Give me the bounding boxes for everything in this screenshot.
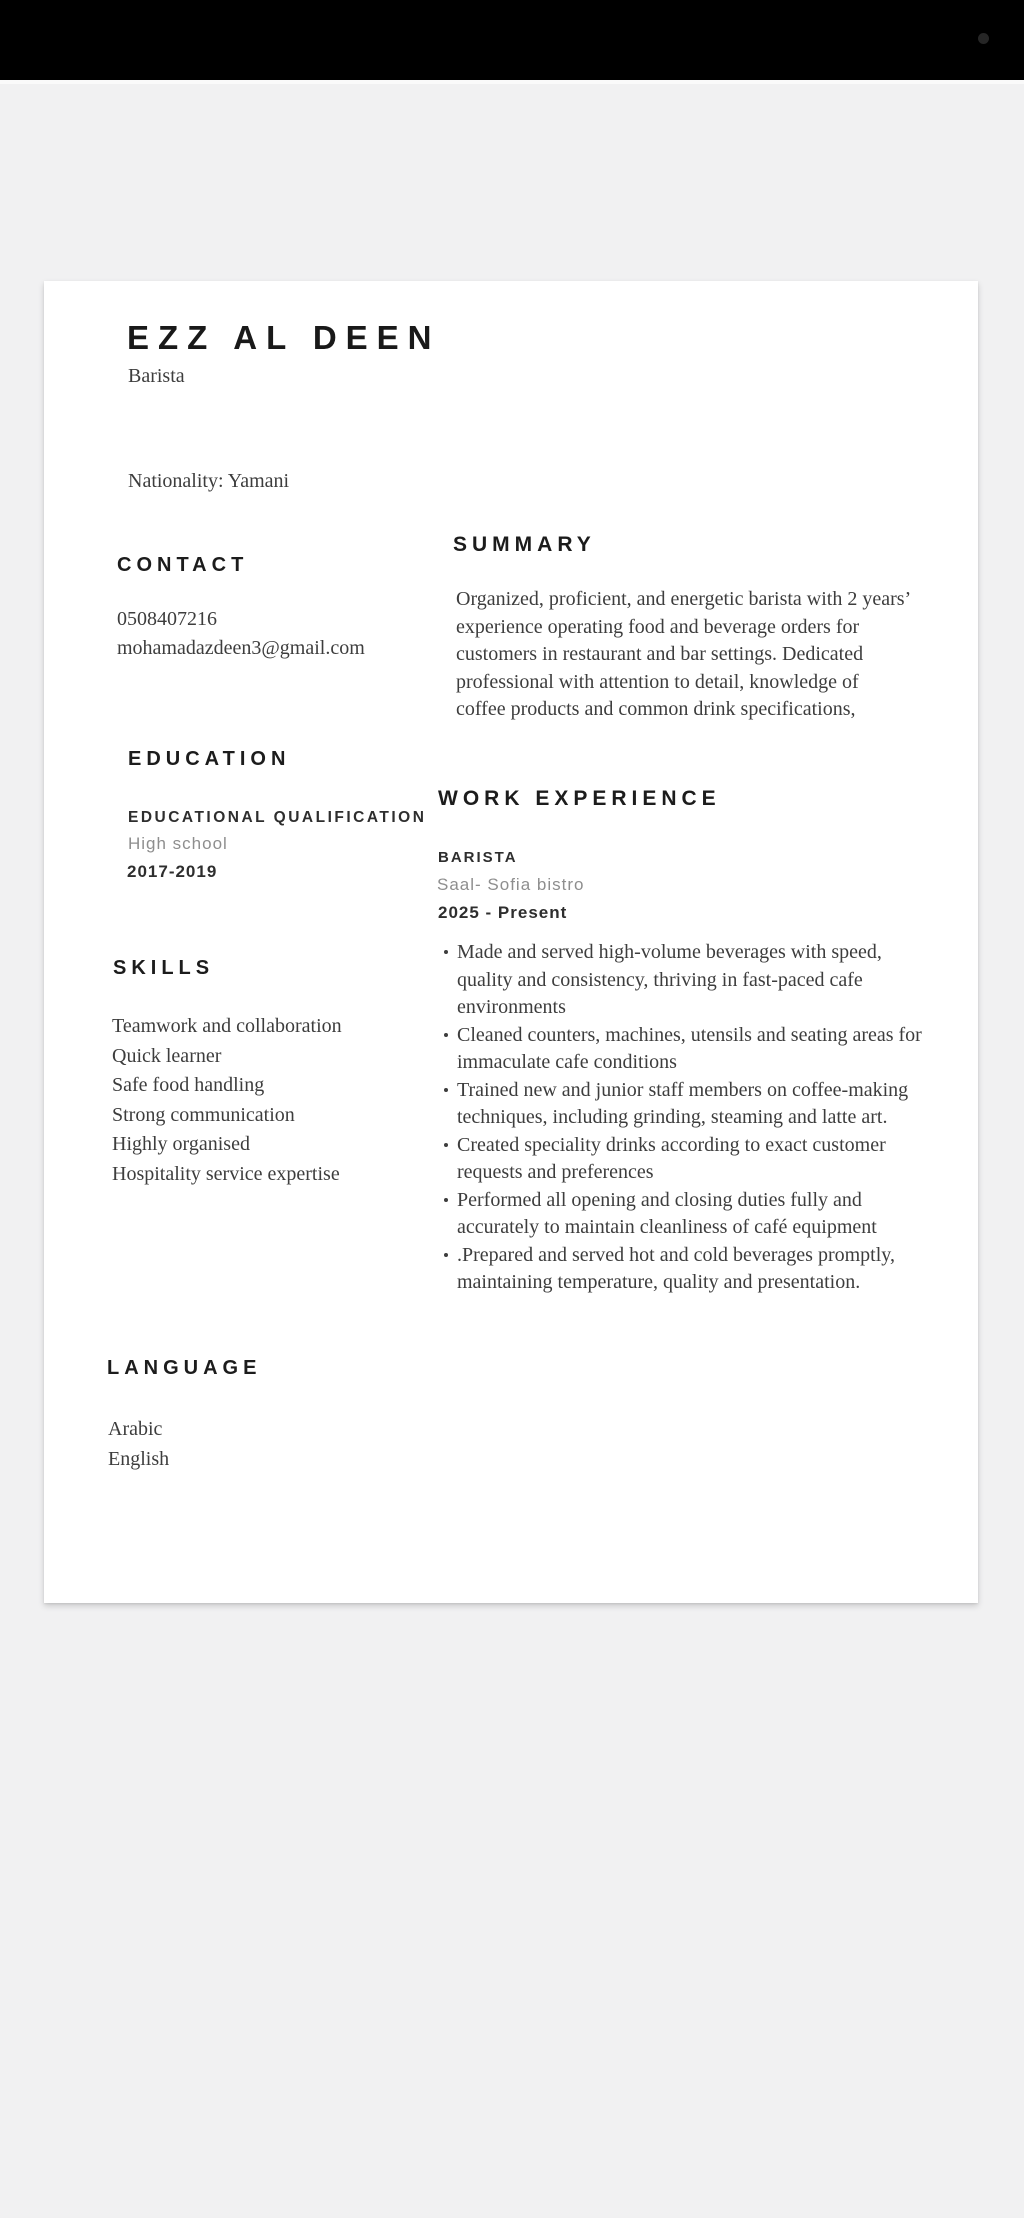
experience-job-title: BARISTA [438, 849, 518, 866]
education-school: High school [128, 834, 228, 853]
bullet-point-icon [444, 1187, 457, 1214]
skill-item: Safe food handling [112, 1074, 265, 1096]
bullet-point-icon [444, 1022, 457, 1049]
contact-phone: 0508407216 [117, 608, 217, 630]
language-item: Arabic [108, 1418, 163, 1440]
experience-bullet-text: .Prepared and served hot and cold beverages promptly, maintaining temperature, quality and presentation. [457, 1243, 895, 1293]
language-item: English [108, 1448, 170, 1470]
experience-bullet-text: Created speciality drinks according to exact customer requests and preferences [457, 1133, 886, 1183]
contact-section-heading: CONTACT [117, 554, 249, 576]
experience-bullet [444, 1187, 922, 1242]
phone-status-bar [0, 0, 1024, 80]
experience-bullet-text: Performed all opening and closing duties fully and accurately to maintain cleanliness of café equipment [457, 1188, 877, 1238]
bullet-point-icon [444, 1242, 457, 1269]
language-list [108, 1414, 169, 1474]
resume-page [44, 281, 978, 1603]
skills-list [112, 1012, 342, 1189]
experience-bullet [444, 1242, 922, 1297]
resume-nationality: Nationality: Yamani [128, 470, 290, 492]
bullet-point-icon [444, 1077, 457, 1104]
skill-item: Highly organised [112, 1133, 250, 1155]
education-years: 2017-2019 [127, 862, 218, 881]
experience-bullet-list [444, 939, 922, 1297]
experience-bullet [444, 1132, 922, 1187]
experience-bullet-text: Trained new and junior staff members on coffee-making techniques, including grinding, steaming and latte art. [457, 1078, 909, 1128]
resume-job-title: Barista [128, 365, 185, 387]
resume-name: EZZ AL DEEN [127, 319, 441, 356]
experience-period: 2025 - Present [438, 903, 568, 922]
experience-company: Saal- Sofia bistro [437, 875, 585, 894]
bullet-point-icon [444, 1132, 457, 1159]
education-section-heading: EDUCATION [128, 748, 291, 770]
summary-section-heading: SUMMARY [453, 533, 596, 556]
experience-bullet-text: Made and served high-volume beverages with speed, quality and consistency, thriving in fast-paced cafe environments [457, 941, 882, 1018]
summary-paragraph: Organized, proficient, and energetic barista with 2 years’ experience operating food and beverage orders for customers in restaurant and bar settings. Dedicated professional with attention to detail, knowledge of coffee products and common drink specifications, [456, 588, 910, 720]
experience-bullet [444, 939, 922, 1022]
experience-bullet [444, 1022, 922, 1077]
status-bar-divider [0, 80, 1024, 84]
work-experience-section-heading: WORK EXPERIENCE [438, 787, 721, 810]
skill-item: Teamwork and collaboration [112, 1015, 342, 1037]
skills-section-heading: SKILLS [113, 957, 215, 979]
camera-punch-hole-icon [978, 33, 989, 44]
experience-bullet [444, 1077, 922, 1132]
bullet-point-icon [444, 939, 457, 966]
education-qualification-label: EDUCATIONAL QUALIFICATION [128, 809, 427, 826]
contact-email: mohamadazdeen3@gmail.com [117, 637, 365, 659]
skill-item: Strong communication [112, 1103, 295, 1126]
skill-item: Hospitality service expertise [112, 1162, 340, 1185]
skill-item: Quick learner [112, 1044, 222, 1067]
experience-bullet-text: Cleaned counters, machines, utensils and seating areas for immaculate cafe conditions [457, 1023, 922, 1073]
language-section-heading: LANGUAGE [107, 1357, 262, 1379]
